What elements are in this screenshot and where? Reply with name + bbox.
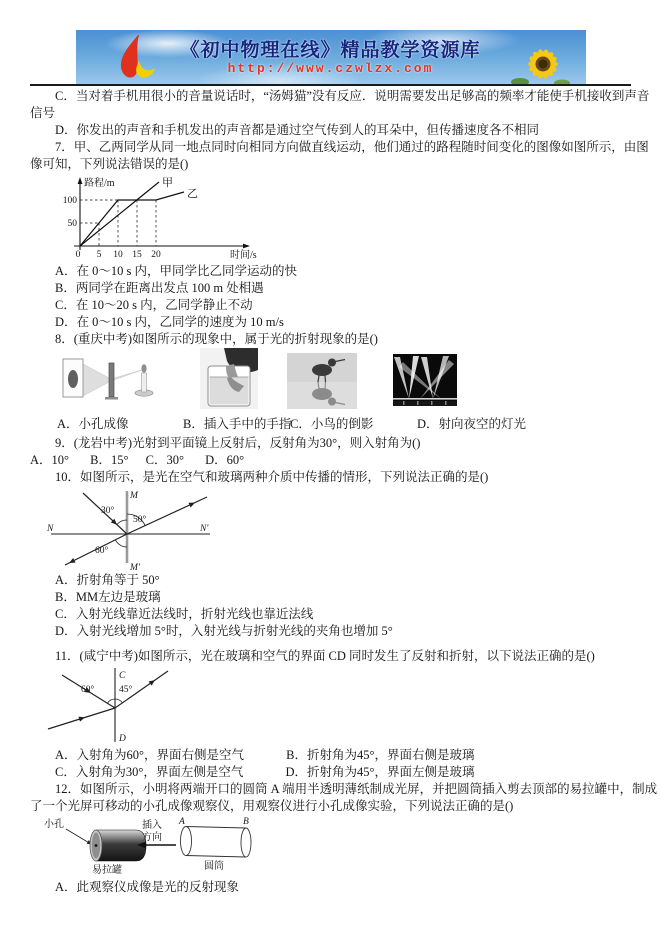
q7-distance-time-graph <box>58 174 635 262</box>
night-lights-photo <box>393 354 457 411</box>
q7-option-a: A．在 0～10 s 内，甲同学比乙同学运动的快 <box>55 264 298 278</box>
q11-interface-cd-diagram <box>45 666 635 746</box>
q6-option-d: D．你发出的声音和手机发出的声音都是通过空气传到人的耳朵中，但传播速度各不相同 <box>55 123 540 137</box>
q12-option-a: A．此观察仪成像是光的反射现象 <box>55 880 240 894</box>
q8-caption-b: B．插入手中的手指 <box>183 417 292 431</box>
label-M: M <box>130 491 138 501</box>
label-D: D <box>119 734 126 744</box>
q9-options-row <box>30 452 635 469</box>
x-axis-label: 时间/s <box>230 250 257 261</box>
insert-direction-line1: 插入 <box>142 820 162 831</box>
q8-caption-d: D．射向夜空的灯光 <box>417 417 527 431</box>
q11-option-c: C．入射角为30°，界面左侧是空气 <box>55 765 244 779</box>
q9-stem: 9．(龙岩中考)光射到平面镜上反射后，反射角为30°，则入射角为() <box>55 436 421 450</box>
q11-options-row1 <box>30 747 635 764</box>
q11-option-a: A．入射角为60°，界面右侧是空气 <box>55 748 245 762</box>
tube-label: 圆筒 <box>204 861 224 872</box>
tube-end-a-label: A <box>179 817 185 827</box>
series-yi-label: 乙 <box>187 188 198 200</box>
x-tick-0: 0 <box>75 250 81 260</box>
q10-option-b: B．MM左边是玻璃 <box>55 590 161 604</box>
q10-option-a: A．折射角等于 50° <box>55 573 160 587</box>
x-axis-arrow-icon <box>243 244 250 249</box>
tube-end-b-label: B <box>243 817 249 827</box>
refracted-arrow-icon <box>149 678 157 686</box>
x-tick-10: 10 <box>113 250 123 260</box>
site-banner <box>76 30 586 84</box>
lower-arrow-icon <box>79 715 86 722</box>
bird-reflection-photo <box>287 353 357 414</box>
q7-option-d: D．在 0～10 s 内，乙同学的速度为 10 m/s <box>55 315 284 329</box>
angle-45-label: 45° <box>119 685 133 695</box>
label-M-prime: M′ <box>130 563 140 571</box>
worksheet-content <box>0 88 661 896</box>
sunflower-icon <box>510 40 572 84</box>
q12-viewer-diagram <box>38 816 635 878</box>
q11-option-b: B．折射角为45°，界面右侧是玻璃 <box>286 748 475 762</box>
y-axis-label: 路程/m <box>84 178 115 189</box>
pinhole-dot <box>95 844 98 847</box>
header-rule <box>30 84 631 86</box>
angle-60-label: 60° <box>95 546 109 556</box>
q8-caption-c: C．小鸟的倒影 <box>290 417 374 431</box>
q7-option-c: C．在 10～20 s 内，乙同学静止不动 <box>55 298 253 312</box>
y-tick-50: 50 <box>67 219 77 229</box>
q10-option-d: D．入射光线增加 5°时，入射光线与折射光线的夹角也增加 5° <box>55 624 393 638</box>
q12-stem-line1: 12．如图所示，小明将两端开口的圆筒 A 端用半透明薄纸制成光屏，并把圆筒插入剪去顶部的易拉罐中，制成 <box>55 782 658 796</box>
q8-caption-a: A．小孔成像 <box>57 417 129 431</box>
q7-stem-line1: 7．甲、乙两同学从同一地点同时向相同方向做直线运动，他们通过的路程随时间变化的图像如图所示，由图 <box>55 140 649 154</box>
q10-refraction-diagram <box>45 487 635 571</box>
q8-caption-row <box>30 414 635 431</box>
q8-stem: 8．(重庆中考)如图所示的现象中，属于光的折射现象的是() <box>55 332 378 346</box>
q9-option-b: B．15° <box>90 453 129 467</box>
q11-stem: 11．(咸宁中考)如图所示，光在玻璃和空气的界面 CD 同时发生了反射和折射，以下说法正确的是() <box>55 649 595 663</box>
q11-options-row2 <box>30 764 635 781</box>
series-jia-label: 甲 <box>162 177 173 189</box>
q12-stem-line2: 了一个光屏可移动的小孔成像观察仪，用观察仪进行小孔成像实验，下列说法正确的是() <box>30 799 514 813</box>
q6-option-c-line1: C．当对着手机用很小的音量说话时，“汤姆猫”没有反应．说明需要发出足够高的频率才能使手机接收到声音 <box>55 89 650 103</box>
banner-title: 《初中物理在线》精品教学资源库 <box>180 40 481 61</box>
angle-60-label: 60° <box>81 685 95 695</box>
x-tick-5: 5 <box>96 250 102 260</box>
can-label: 易拉罐 <box>92 865 122 876</box>
q9-option-c: C．30° <box>145 453 184 467</box>
q10-option-c: C．入射光线靠近法线时，折射光线也靠近法线 <box>55 607 314 621</box>
q10-stem: 10．如图所示，是光在空气和玻璃两种介质中传播的情形，下列说法正确的是() <box>55 470 489 484</box>
line-jia <box>80 182 159 246</box>
pinhole-imaging-photo <box>62 356 160 409</box>
q6-option-c-line2: 信号 <box>30 106 56 120</box>
refracted-arrow-icon <box>188 500 196 507</box>
q11-option-d: D．折射角为45°，界面左侧是玻璃 <box>285 765 475 779</box>
label-N-prime: N′ <box>200 524 209 534</box>
x-tick-20: 20 <box>151 250 161 260</box>
q8-photo-row <box>30 348 635 414</box>
label-C: C <box>119 671 126 681</box>
q7-stem-line2: 像可知，下列说法错误的是() <box>30 157 189 171</box>
angle-50-label: 50° <box>133 515 147 525</box>
q9-option-d: D．60° <box>205 453 245 467</box>
finger-in-water-photo <box>200 348 258 414</box>
q7-option-b: B．两同学在距离出发点 100 m 处相遇 <box>55 281 264 295</box>
angle-30-label: 30° <box>101 506 115 516</box>
label-N: N <box>47 524 54 534</box>
insert-direction-line2: 方向 <box>142 832 162 843</box>
pinhole-label: 小孔 <box>44 819 64 830</box>
banner-url: http://www.czwlzx.com <box>227 61 434 76</box>
reflected-arrow-icon <box>68 558 76 565</box>
y-axis-arrow-icon <box>78 177 83 184</box>
q9-option-a: A．10° <box>30 453 70 467</box>
x-tick-15: 15 <box>132 250 142 260</box>
y-tick-100: 100 <box>62 196 77 206</box>
